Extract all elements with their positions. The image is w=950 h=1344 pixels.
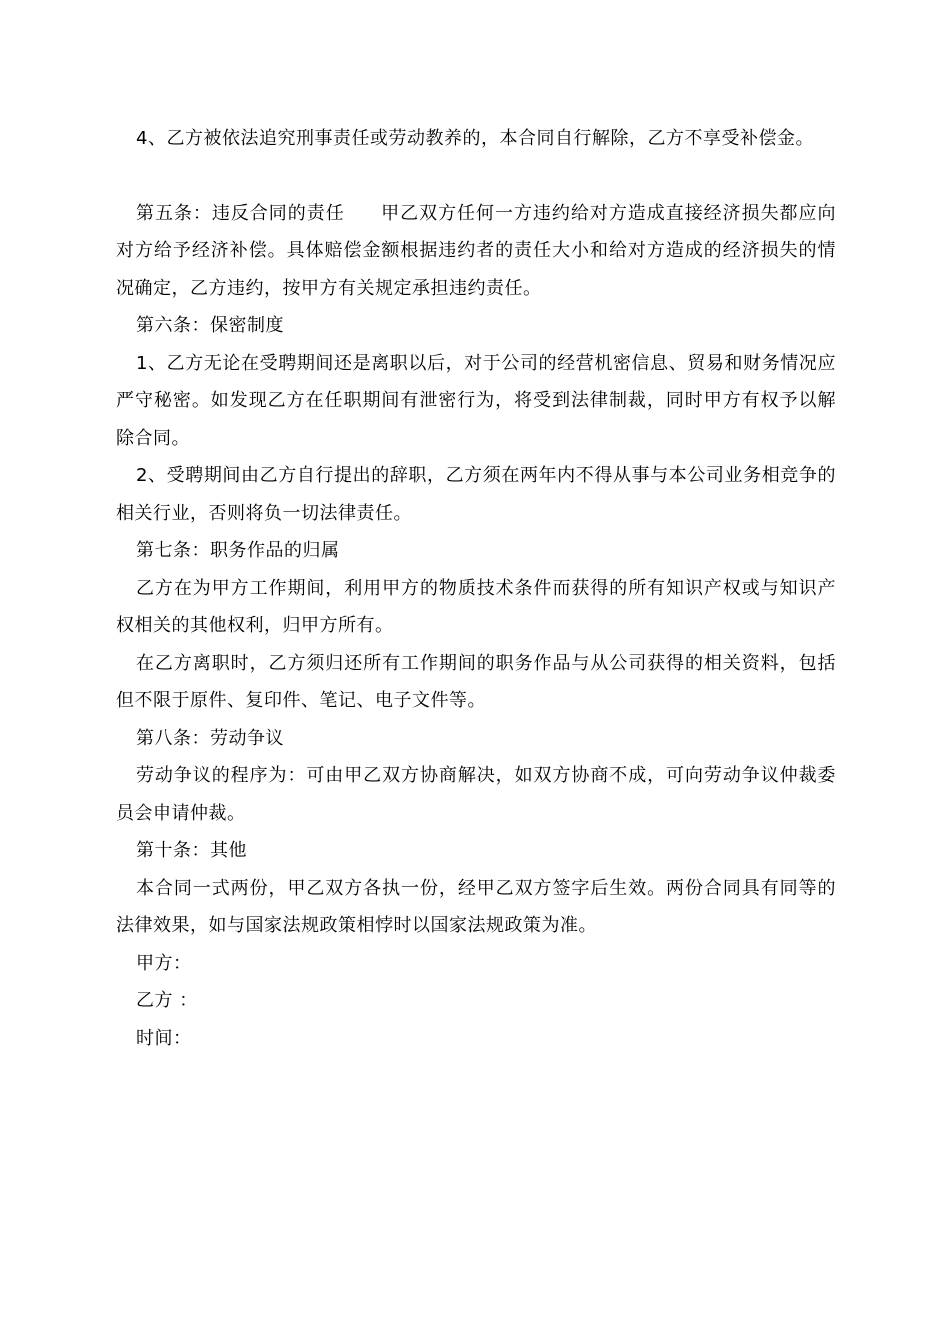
article-8-heading: 第八条：劳动争议 — [136, 727, 284, 749]
date-line: 时间： — [136, 1027, 192, 1049]
article-5-body: 甲乙双方任何一方违约给对方造成直接经济损失都应向对方给予经济补偿。具体赔偿金额根据违约者的责任大小和给对方造成的经济损失的情况确定，乙方违约，按甲方有关规定承担违约责任。 — [116, 202, 836, 299]
party-a-signature-line: 甲方： — [136, 952, 192, 974]
article-10-body: 本合同一式两份，甲乙双方各执一份，经甲乙双方签字后生效。两份合同具有同等的法律效果，如与国家法规政策相悖时以国家法规政策为准。 — [116, 877, 836, 936]
article-5-liability — [116, 195, 836, 308]
article-8-body: 劳动争议的程序为：可由甲乙双方协商解决，如双方协商不成，可向劳动争议仲裁委员会申请仲裁。 — [116, 765, 836, 824]
article-7-para-2: 在乙方离职时，乙方须归还所有工作期间的职务作品与从公司获得的相关资料，包括但不限于原件、复印件、笔记、电子文件等。 — [116, 652, 836, 711]
article-6-clause-1: 1、乙方无论在受聘期间还是离职以后，对于公司的经营机密信息、贸易和财务情况应严守秘密。如发现乙方在任职期间有泄密行为，将受到法律制裁，同时甲方有权予以解除合同。 — [116, 352, 836, 449]
party-b-signature-line: 乙方 ： — [136, 990, 198, 1011]
article-10-heading: 第十条：其他 — [136, 840, 247, 861]
article-6-clause-2: 2、受聘期间由乙方自行提出的辞职，乙方须在两年内不得从事与本公司业务相竞争的相关行业，否则将负一切法律责任。 — [116, 465, 836, 524]
article-7-para-1: 乙方在为甲方工作期间，利用甲方的物质技术条件而获得的所有知识产权或与知识产权相关的其他权利，归甲方所有。 — [116, 577, 836, 636]
article-7-heading: 第七条：职务作品的归属 — [136, 540, 340, 561]
clause-4-termination: 4、乙方被依法追究刑事责任或劳动教养的，本合同自行解除，乙方不享受补偿金。 — [136, 128, 814, 149]
document-page — [116, 120, 836, 1057]
article-6-heading: 第六条：保密制度 — [136, 315, 284, 336]
article-5-heading: 第五条：违反合同的责任 — [136, 202, 345, 224]
